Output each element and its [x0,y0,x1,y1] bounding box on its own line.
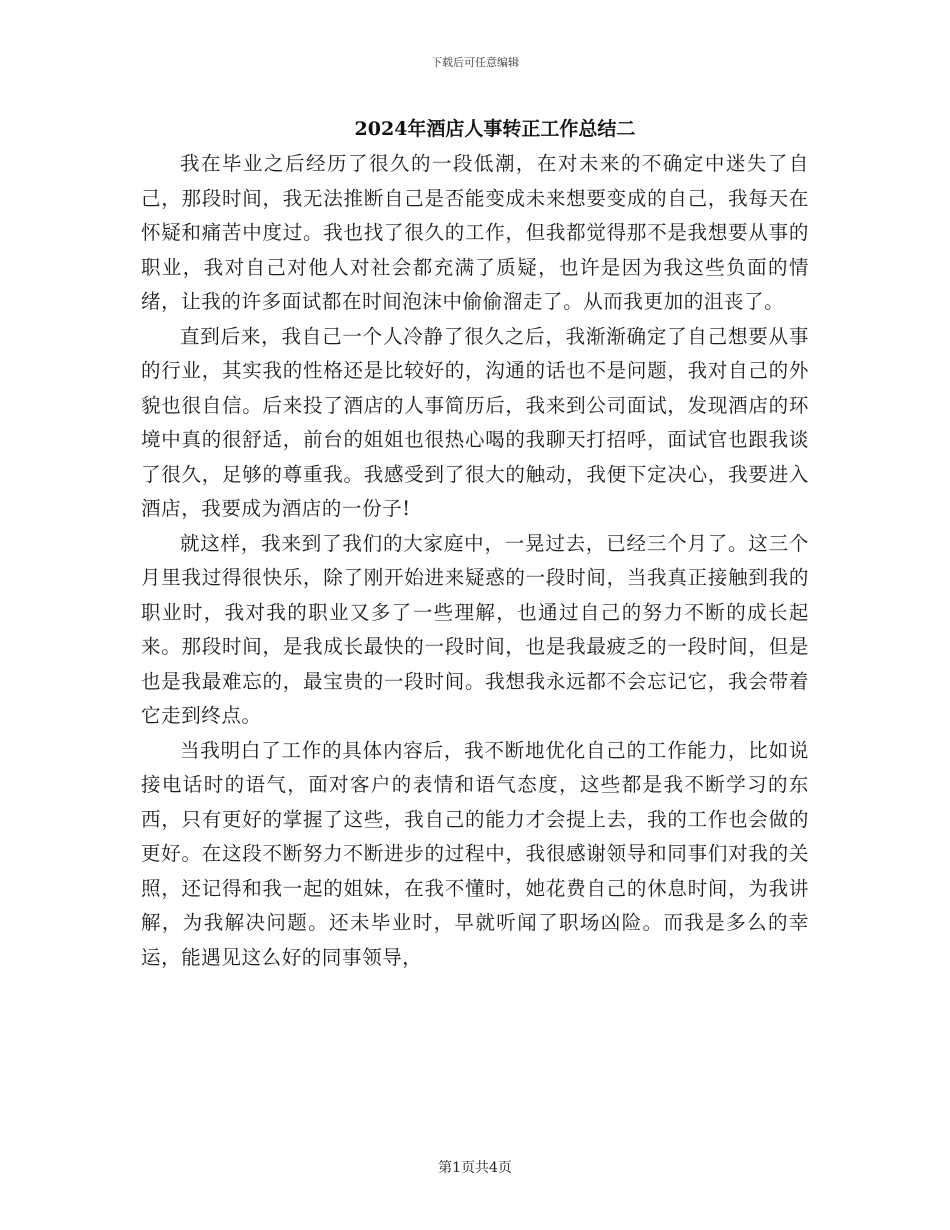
document-title: 2024年酒店人事转正工作总结二 [354,118,636,140]
paragraph-3: 就这样，我来到了我们的大家庭中，一晃过去，已经三个月了。这三个月里我过得很快乐，除了刚开始进来疑惑的一段时间，当我真正接触到我的职业时，我对我的职业又多了一些理解，也通过自己的努力不断的成长起来。那段时间，是我成长最快的一段时间，也是我最疲乏的一段时间，但是也是我最难忘的，最宝贵的一段时间。我想我永远都不会忘记它，我会带着它走到终点。 [141,531,809,727]
document-body [141,147,809,975]
paragraph-1: 我在毕业之后经历了很久的一段低潮，在对未来的不确定中迷失了自己，那段时间，我无法推断自己是否能变成未来想要变成的自己，我每天在怀疑和痛苦中度过。我也找了很久的工作，但我都觉得那不是我想要从事的职业，我对自己对他人对社会都充满了质疑，也许是因为我这些负面的情绪，让我的许多面试都在时间泡沫中偷偷溜走了。从而我更加的沮丧了。 [141,152,809,313]
paragraph-2: 直到后来，我自己一个人冷静了很久之后，我渐渐确定了自己想要从事的行业，其实我的性格还是比较好的，沟通的话也不是问题，我对自己的外貌也很自信。后来投了酒店的人事简历后，我来到公司面试，发现酒店的环境中真的很舒适，前台的姐姐也很热心喝的我聊天打招呼，面试官也跟我谈了很久，足够的尊重我。我感受到了很大的触动，我便下定决心，我要进入酒店，我要成为酒店的一份子! [141,324,809,520]
page-number: 第1页共4页 [438,1160,512,1176]
header-note: 下载后可任意编辑 [431,56,519,69]
paragraph-4: 当我明白了工作的具体内容后，我不断地优化自己的工作能力，比如说接电话时的语气，面对客户的表情和语气态度，这些都是我不断学习的东西，只有更好的掌握了这些，我自己的能力才会提上去，我的工作也会做的更好。在这段不断努力不断进步的过程中，我很感谢领导和同事们对我的关照，还记得和我一起的姐妹，在我不懂时，她花费自己的休息时间，为我讲解，为我解决问题。还未毕业时，早就听闻了职场凶险。而我是多么的幸运，能遇见这么好的同事领导， [141,738,809,969]
